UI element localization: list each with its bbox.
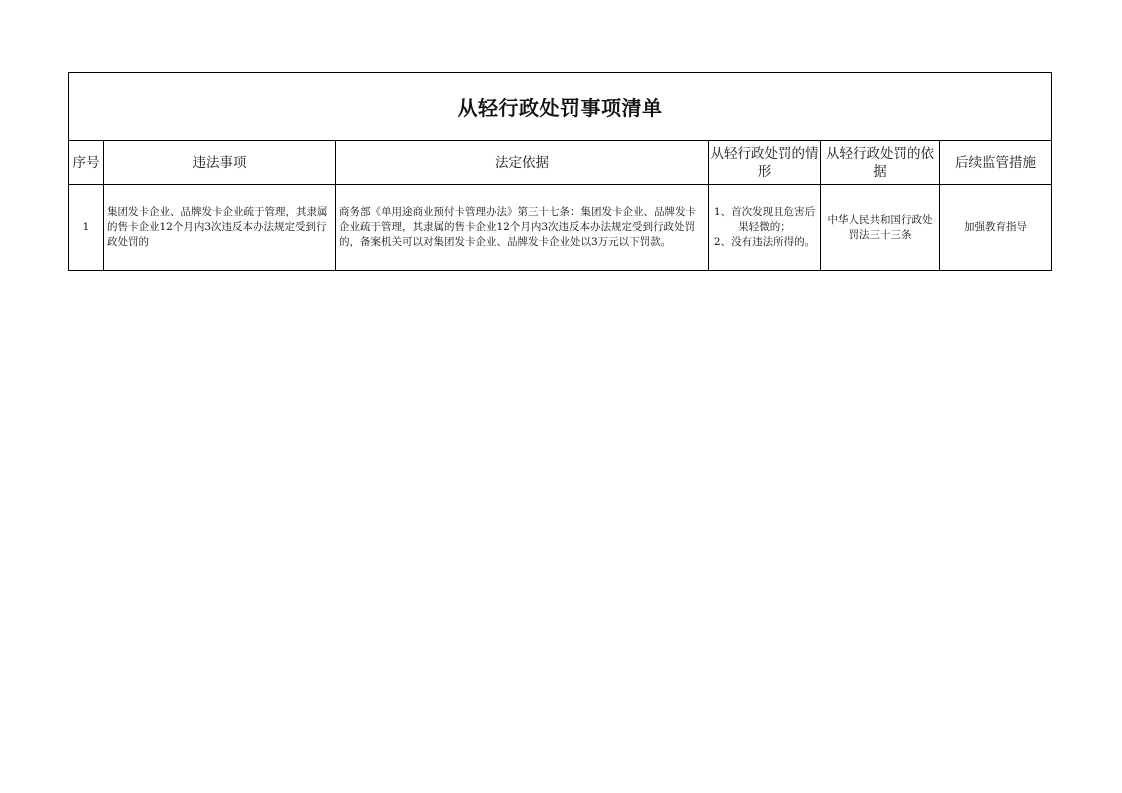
- header-followup: 后续监管措施: [940, 141, 1052, 185]
- penalty-list-sheet: [68, 72, 1051, 271]
- header-violation: 违法事项: [104, 141, 336, 185]
- header-legal-basis: 法定依据: [336, 141, 709, 185]
- table-row: [69, 185, 1052, 271]
- situation-line-1: 1、首次发现且危害后果轻微的；: [713, 206, 816, 233]
- cell-lenient-basis: 中华人民共和国行政处罚法三十三条: [821, 185, 940, 271]
- header-lenient-situation: 从轻行政处罚的情形: [709, 141, 821, 185]
- cell-seq: 1: [69, 185, 104, 271]
- cell-violation: 集团发卡企业、品牌发卡企业疏于管理，其隶属的售卡企业12个月内3次违反本办法规定受到行政处罚的: [104, 185, 336, 271]
- cell-legal-basis: 商务部《单用途商业预付卡管理办法》第三十七条：集团发卡企业、品牌发卡企业疏于管理，其隶属的售卡企业12个月内3次违反本办法规定受到行政处罚的，备案机关可以对集团发卡企业、品牌发卡企业处以3万元以下罚款。: [336, 185, 709, 271]
- situation-line-2: 2、没有违法所得的。: [713, 236, 816, 248]
- cell-lenient-situation: [709, 185, 821, 271]
- penalty-list-table: [68, 72, 1052, 271]
- header-seq: 序号: [69, 141, 104, 185]
- title-row: [69, 73, 1052, 141]
- sheet-title: 从轻行政处罚事项清单: [69, 73, 1052, 141]
- header-lenient-basis: 从轻行政处罚的依据: [821, 141, 940, 185]
- cell-followup: 加强教育指导: [940, 185, 1052, 271]
- header-row: [69, 141, 1052, 185]
